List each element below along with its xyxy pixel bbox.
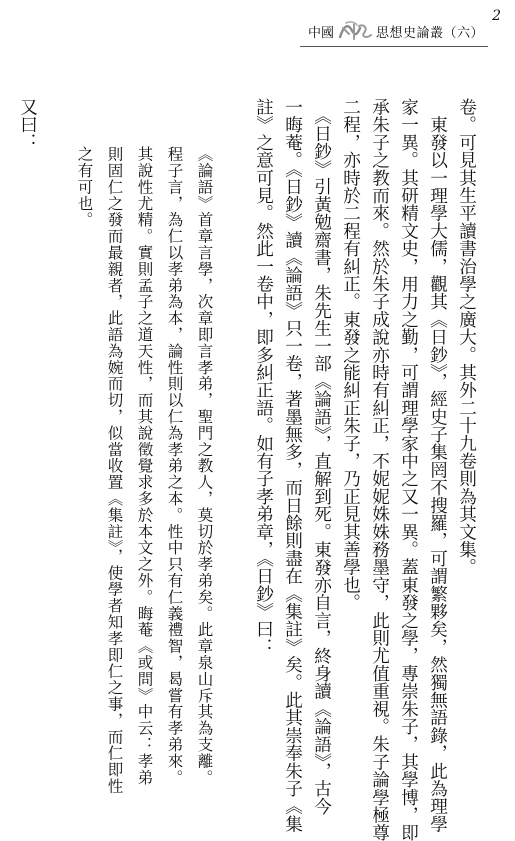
quote-text-column: 程子言，為仁以孝弟為本，論性則以仁為孝弟之本。性中只有仁義禮智，曷嘗有孝弟來。 xyxy=(165,146,184,786)
page-number: 2 xyxy=(492,8,501,24)
quote-text-column: 之有可也。 xyxy=(75,146,94,228)
main-text-column: 東發以一理學大儒，觀其《日鈔》，經史子集罔不搜羅，可謂繁夥矣，然獨無語錄，此為理學 xyxy=(427,98,448,833)
main-text-column: 家一異。其研精文史，用力之勤，可謂理學家中之又一異。蓋東發之學，專崇朱子，其學博，即 xyxy=(398,98,419,841)
main-text-column: 承朱子之教而來。然於朱子成說亦時有糾正，不妮妮姝姝務墨守，此則尤值重視。朱子論學極尊 xyxy=(369,98,390,841)
header-title-left: 中國 xyxy=(308,25,335,41)
main-text-column: 一晦菴。《日鈔》讀《論語》只一卷，著墨無多，而日餘則盡在《集註》矣。此其崇奉朱子《集 xyxy=(282,98,303,833)
quote-text-column: 《論語》首章言學，次章即言孝弟，聖門之教人，莫切於孝弟矣。此章泉山斥其為支離。 xyxy=(195,146,214,786)
quote-text-column: 則固仁之發而最親者，此語為婉而切，似當收置《集註》，使學者知孝即仁之事，而仁即性 xyxy=(105,146,124,795)
header-rule xyxy=(300,46,488,47)
calligraphy-logo-icon xyxy=(337,20,373,42)
quote-text-column: 其說性尤精。實則孟子之道天性，而其說徵覺求多於本文之外。晦菴《或問》中云：孝弟 xyxy=(135,146,154,786)
main-text-column: 註》之意可見。然此一卷中，即多糾正語。如有子孝弟章，《日鈔》曰： xyxy=(253,98,274,656)
running-header xyxy=(308,20,484,42)
main-text-column: 卷。可見其生平讀書治學之廣大。其外二十九卷則為其文集。 xyxy=(456,98,477,576)
main-text-column: 《日鈔》引黃勉齋書，朱先生一部《論語》，直解到死。東發亦自言，終身讀《論語》，古今 xyxy=(311,98,332,815)
main-text-column: 二程，亦時於二程有糾正。東發之能糾正朱子，乃正見其善學也。 xyxy=(340,98,361,612)
closing-line: 又曰： xyxy=(17,98,38,151)
header-title-right: 思想史論叢（六） xyxy=(376,25,485,41)
